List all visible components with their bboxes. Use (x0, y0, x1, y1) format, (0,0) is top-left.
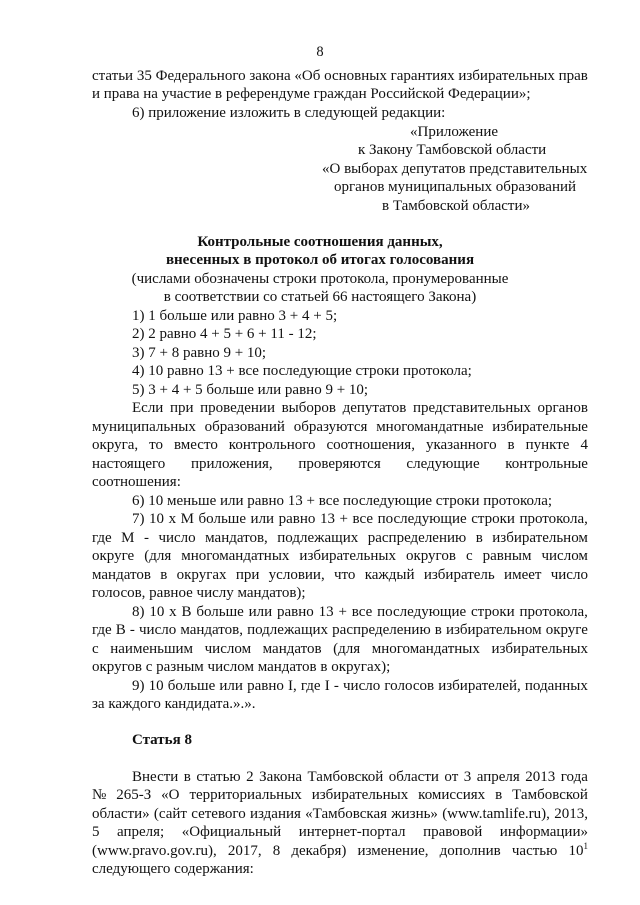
word: с (92, 641, 99, 657)
word: 2013 (525, 769, 556, 785)
word: число (343, 678, 381, 694)
word: пункте (525, 437, 570, 453)
ratio-item: 4) 10 равно 13 + все последующие строки протокола; (132, 363, 472, 379)
word: Внести (132, 769, 179, 785)
text-line: 6) приложение изложить в следующей редакции: (132, 105, 446, 121)
word: В (115, 622, 126, 638)
word: округов (405, 548, 456, 564)
appendix-header-line: органов муниципальных образований (334, 179, 577, 195)
word: где (92, 622, 112, 638)
section-subtitle: (числами обозначены строки протокола, пронумерованные (131, 271, 509, 287)
word: указанного (425, 437, 497, 453)
word: I (324, 678, 330, 694)
word: голосов (384, 678, 435, 694)
word: округа, (92, 437, 139, 453)
word: муниципальных (92, 419, 196, 435)
word: жизнь» (391, 806, 438, 822)
word: подлежащих (247, 622, 329, 638)
word: + (339, 511, 348, 527)
word: равным (482, 548, 532, 564)
section-subtitle: в соответствии со статьей 66 настоящего Закона) (163, 289, 477, 305)
word: многомандатных (181, 548, 290, 564)
word: округе (545, 622, 588, 638)
word: (для (144, 548, 172, 564)
ratio-item: 3) 7 + 8 равно 9 + 10; (132, 345, 267, 361)
word: области (388, 769, 439, 785)
word: 2 (246, 769, 254, 785)
word: (www.tamlife.ru), (442, 806, 550, 822)
word: - (143, 530, 149, 546)
word: или (219, 678, 243, 694)
word: территориальных (189, 787, 302, 803)
word: «Тамбовская (305, 806, 387, 822)
word: мандатов (92, 567, 151, 583)
section-title: Контрольные соотношения данных, (197, 234, 443, 250)
word: № (92, 787, 107, 803)
word: наименьшим (110, 641, 194, 657)
word: число (139, 622, 177, 638)
word: каждый (364, 567, 415, 583)
paragraph-line (92, 640, 588, 658)
word: распределению (332, 622, 431, 638)
word: вместо (173, 437, 218, 453)
appendix-header-line: в Тамбовской области» (382, 198, 531, 214)
word: где (92, 530, 112, 546)
word: «О (161, 787, 180, 803)
word: депутатов (342, 400, 407, 416)
word: проверяются (298, 456, 381, 472)
paragraph-line: следующего содержания: (92, 861, 254, 877)
word: мандатов (262, 641, 322, 657)
word: округах (176, 567, 227, 583)
word: информации» (499, 824, 588, 840)
page-number: 8 (316, 44, 324, 60)
section-title: внесенных в протокол об итогах голосования (165, 252, 475, 268)
paragraph-line: голосов, равное числу мандатов); (92, 585, 306, 601)
word: избирательные (492, 419, 588, 435)
article-heading: Статья 8 (132, 732, 192, 748)
word: 265-З (116, 787, 152, 803)
paragraph-line: округов с разным числом мандатов в округах); (92, 659, 391, 675)
word: комиссиях (418, 787, 486, 803)
paragraph-line (92, 436, 588, 454)
appendix-header-line: к Закону Тамбовской области (358, 142, 547, 158)
word: интернет-портал (298, 824, 406, 840)
word: частью (511, 843, 558, 859)
word: последующие (377, 511, 467, 527)
word: дополнив (439, 843, 501, 859)
word: подлежащих (277, 530, 359, 546)
word: при (235, 567, 260, 583)
word: Закона (259, 769, 303, 785)
word: где (300, 678, 321, 694)
word: в (434, 622, 442, 638)
word: образований (204, 419, 285, 435)
word: числом (541, 548, 588, 564)
word: М (180, 511, 194, 527)
word: мандатов, (205, 530, 268, 546)
word: многомандатные (376, 419, 484, 435)
word: проведении (200, 400, 275, 416)
word: в (160, 567, 168, 583)
word: больше (198, 511, 246, 527)
ratio-item: 2) 2 равно 4 + 5 + 6 + 11 - 12; (132, 326, 317, 342)
word: протокола, (519, 511, 588, 527)
appendix-header-line: «О выборах депутатов представительных (322, 161, 588, 177)
word: избирательном (445, 622, 542, 638)
word: М (121, 530, 135, 546)
word: числом (204, 641, 252, 657)
word: I, (288, 678, 297, 694)
word: равно (247, 678, 284, 694)
paragraph-line (92, 455, 588, 473)
paragraph-line (132, 677, 588, 695)
paragraph-line (92, 547, 588, 565)
word: выборов (281, 400, 336, 416)
word: органов (537, 400, 588, 416)
word: (сайт (153, 806, 187, 822)
word: избирателей, (438, 678, 521, 694)
word: апреля (476, 769, 520, 785)
paragraph-line (132, 399, 588, 417)
paragraph-line (92, 529, 588, 547)
word: число (550, 567, 588, 583)
paragraph-line (92, 621, 588, 639)
word: Тамбовской (512, 787, 588, 803)
word: в (507, 437, 515, 453)
word: приложения, (190, 456, 273, 472)
word: число (158, 530, 196, 546)
word: - (129, 622, 135, 638)
word: х (168, 511, 177, 527)
word: 3 (463, 769, 472, 785)
word: 13 (319, 511, 335, 527)
word: последующие (377, 604, 467, 620)
word: в (183, 769, 191, 785)
word: статью (196, 769, 241, 785)
word: больше (196, 604, 244, 620)
word: протокола, (519, 604, 588, 620)
word: 2013, (554, 806, 588, 822)
word: от (444, 769, 459, 785)
word: следующие (406, 456, 480, 472)
word: избирательных (311, 787, 409, 803)
word: 10 (149, 604, 165, 620)
word: 7) (132, 511, 145, 527)
word: (www.pravo.gov.ru), (92, 843, 217, 859)
paragraph-line (92, 842, 588, 860)
paragraph-line (92, 566, 588, 584)
ratio-item: 6) 10 меньше или равно 13 + все последующие строки протокола; (132, 493, 553, 509)
word: 8 (272, 843, 281, 859)
word: + (338, 604, 347, 620)
word: в (475, 530, 483, 546)
word: контрольные (505, 456, 588, 472)
paragraph-line: соотношения: (92, 474, 181, 490)
word: то (149, 437, 163, 453)
word: области» (92, 806, 150, 822)
word: многомандатных (371, 641, 480, 657)
word: х (169, 604, 177, 620)
paragraph-line (92, 805, 588, 823)
word: представительных (412, 400, 531, 416)
word: округе (92, 548, 135, 564)
word: равно (278, 511, 316, 527)
word: при (169, 400, 194, 416)
word: поданных (524, 678, 588, 694)
word: апреля; (117, 824, 165, 840)
word: «Официальный (181, 824, 282, 840)
word: 5 (92, 824, 100, 840)
word: 2017, (227, 843, 262, 859)
ratio-item: 1) 1 больше или равно 3 + 4 + 5; (132, 308, 338, 324)
text-line: и права на участие в референдуме граждан Российской Федерации»; (92, 86, 531, 102)
paragraph-line (132, 603, 588, 621)
word: контрольного (228, 437, 316, 453)
word: 4 (580, 437, 588, 453)
word: в (495, 787, 503, 803)
word: имеет (504, 567, 542, 583)
word: изменение, (357, 843, 429, 859)
word: В (181, 604, 192, 620)
word: избирательном (492, 530, 588, 546)
word: или (248, 604, 273, 620)
word: условии, (268, 567, 325, 583)
paragraph-line (92, 786, 588, 804)
word: или (250, 511, 275, 527)
paragraph-line (92, 823, 588, 841)
word: года (560, 769, 588, 785)
word: сетевого (191, 806, 246, 822)
word: издания (249, 806, 301, 822)
word: (для (333, 641, 361, 657)
word: избирательных (491, 641, 588, 657)
paragraph-line: за каждого кандидата.».». (92, 696, 256, 712)
word: строки (470, 604, 515, 620)
word: распределению (367, 530, 467, 546)
word: с (465, 548, 473, 564)
word: все (352, 511, 374, 527)
appendix-header-line: «Приложение (410, 124, 499, 140)
word: 9) (132, 678, 145, 694)
word: что (334, 567, 356, 583)
word: все (351, 604, 373, 620)
text-line: статьи 35 Федерального закона «Об основных гарантиях избирательных прав (92, 68, 588, 84)
word: правовой (423, 824, 483, 840)
word: 10 (148, 678, 164, 694)
word: 13 (318, 604, 334, 620)
word: 10 (149, 511, 165, 527)
paragraph-line (132, 768, 588, 786)
word: избиратель (423, 567, 495, 583)
word: соотношения, (326, 437, 415, 453)
word: строки (471, 511, 515, 527)
ratio-item: 5) 3 + 4 + 5 больше или равно 9 + 10; (132, 382, 369, 398)
word: больше (167, 678, 216, 694)
paragraph-line (92, 418, 588, 436)
word: образуются (293, 419, 368, 435)
word: мандатов, (180, 622, 243, 638)
word: настоящего (92, 456, 166, 472)
paragraph-line (132, 510, 588, 528)
word: - (333, 678, 339, 694)
word: равно (277, 604, 314, 620)
word: 8) (132, 604, 145, 620)
word: декабря) (291, 843, 347, 859)
word: $10^1$ (568, 841, 588, 859)
word: Если (132, 400, 164, 416)
superscript: 1 (583, 841, 588, 851)
word: избирательных (299, 548, 396, 564)
word: Тамбовской (307, 769, 384, 785)
